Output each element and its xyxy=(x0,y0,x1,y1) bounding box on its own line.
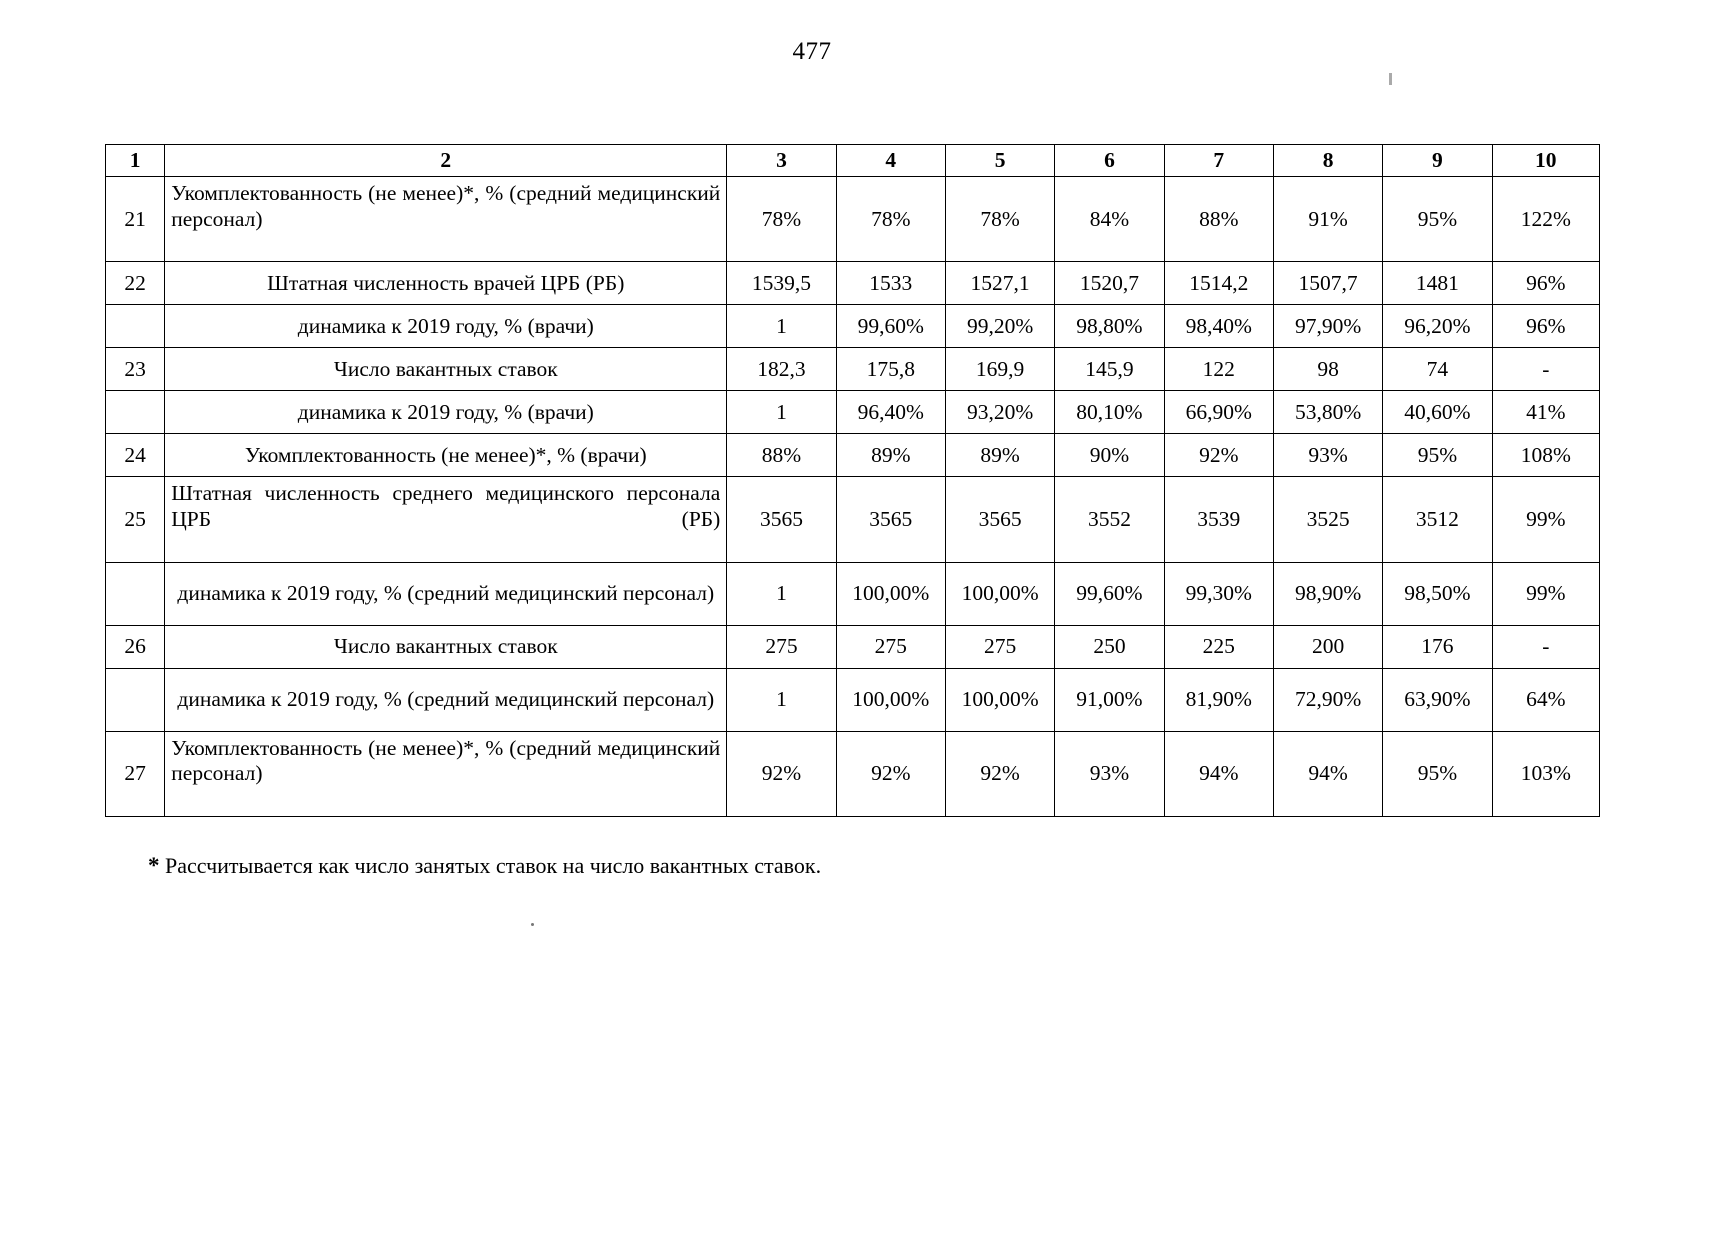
row-cell: 94% xyxy=(1164,731,1273,816)
column-header: 10 xyxy=(1492,145,1599,177)
row-cell: 145,9 xyxy=(1055,348,1164,391)
row-cell: 95% xyxy=(1383,434,1492,477)
row-cell: 96% xyxy=(1492,305,1599,348)
column-header: 5 xyxy=(945,145,1054,177)
row-cell: 99,60% xyxy=(836,305,945,348)
row-cell: 96% xyxy=(1492,262,1599,305)
table-row xyxy=(106,391,1600,434)
column-header: 1 xyxy=(106,145,165,177)
page-number: 477 xyxy=(792,38,832,65)
row-cell: 80,10% xyxy=(1055,391,1164,434)
row-label: Укомплектованность (не менее)*, % (врачи) xyxy=(165,434,727,477)
row-cell: 99% xyxy=(1492,477,1599,562)
table-footnote xyxy=(148,853,1714,879)
row-cell: 175,8 xyxy=(836,348,945,391)
row-cell: 74 xyxy=(1383,348,1492,391)
row-cell: 3539 xyxy=(1164,477,1273,562)
table-row xyxy=(106,434,1600,477)
row-cell: 94% xyxy=(1273,731,1382,816)
row-cell: 250 xyxy=(1055,625,1164,668)
scan-artifact-dot xyxy=(531,923,534,926)
table-header-row xyxy=(106,145,1600,177)
row-cell: 93% xyxy=(1055,731,1164,816)
row-cell: 3512 xyxy=(1383,477,1492,562)
row-cell: 103% xyxy=(1492,731,1599,816)
row-cell: 3565 xyxy=(836,477,945,562)
row-cell: 122% xyxy=(1492,177,1599,262)
row-cell: 3565 xyxy=(945,477,1054,562)
row-cell: 92% xyxy=(1164,434,1273,477)
row-cell: 182,3 xyxy=(727,348,836,391)
table-row xyxy=(106,731,1600,816)
row-number xyxy=(106,391,165,434)
row-cell: 95% xyxy=(1383,177,1492,262)
row-cell: 88% xyxy=(1164,177,1273,262)
row-label: Число вакантных ставок xyxy=(165,348,727,391)
row-cell: 92% xyxy=(727,731,836,816)
row-cell: - xyxy=(1492,625,1599,668)
row-cell: 98 xyxy=(1273,348,1382,391)
row-cell: 72,90% xyxy=(1273,668,1382,731)
column-header: 6 xyxy=(1055,145,1164,177)
row-cell: 92% xyxy=(836,731,945,816)
row-cell: 99,60% xyxy=(1055,562,1164,625)
row-cell: 98,80% xyxy=(1055,305,1164,348)
table-row xyxy=(106,177,1600,262)
row-label: динамика к 2019 году, % (средний медицинский персонал) xyxy=(165,668,727,731)
row-number xyxy=(106,305,165,348)
row-cell: 78% xyxy=(945,177,1054,262)
row-label: Штатная численность среднего медицинского персонала ЦРБ (РБ) xyxy=(165,477,727,562)
row-cell: 84% xyxy=(1055,177,1164,262)
row-cell: 1520,7 xyxy=(1055,262,1164,305)
row-label: динамика к 2019 году, % (врачи) xyxy=(165,391,727,434)
row-cell: 88% xyxy=(727,434,836,477)
row-cell: 53,80% xyxy=(1273,391,1382,434)
row-cell: 91% xyxy=(1273,177,1382,262)
row-cell: 1539,5 xyxy=(727,262,836,305)
row-cell: 1 xyxy=(727,391,836,434)
row-number: 24 xyxy=(106,434,165,477)
row-cell: 3525 xyxy=(1273,477,1382,562)
table-row xyxy=(106,668,1600,731)
row-cell: 100,00% xyxy=(836,668,945,731)
row-cell: 169,9 xyxy=(945,348,1054,391)
row-cell: 93% xyxy=(1273,434,1382,477)
table-row xyxy=(106,562,1600,625)
row-number: 23 xyxy=(106,348,165,391)
table-row xyxy=(106,625,1600,668)
row-number xyxy=(106,668,165,731)
row-cell: 3552 xyxy=(1055,477,1164,562)
row-cell: 200 xyxy=(1273,625,1382,668)
row-cell: 1507,7 xyxy=(1273,262,1382,305)
row-cell: - xyxy=(1492,348,1599,391)
column-header: 8 xyxy=(1273,145,1382,177)
row-cell: 95% xyxy=(1383,731,1492,816)
row-number: 27 xyxy=(106,731,165,816)
row-label: динамика к 2019 году, % (врачи) xyxy=(165,305,727,348)
row-cell: 97,90% xyxy=(1273,305,1382,348)
row-cell: 1527,1 xyxy=(945,262,1054,305)
row-cell: 98,50% xyxy=(1383,562,1492,625)
row-cell: 99% xyxy=(1492,562,1599,625)
row-label: Штатная численность врачей ЦРБ (РБ) xyxy=(165,262,727,305)
table-row xyxy=(106,477,1600,562)
row-cell: 64% xyxy=(1492,668,1599,731)
row-cell: 98,90% xyxy=(1273,562,1382,625)
row-label: динамика к 2019 году, % (средний медицинский персонал) xyxy=(165,562,727,625)
row-label: Укомплектованность (не менее)*, % (средний медицинский персонал) xyxy=(165,177,727,262)
row-cell: 1514,2 xyxy=(1164,262,1273,305)
row-cell: 66,90% xyxy=(1164,391,1273,434)
table-row xyxy=(106,305,1600,348)
row-cell: 93,20% xyxy=(945,391,1054,434)
row-cell: 176 xyxy=(1383,625,1492,668)
row-cell: 40,60% xyxy=(1383,391,1492,434)
row-cell: 98,40% xyxy=(1164,305,1273,348)
footnote-text: Рассчитывается как число занятых ставок на число вакантных ставок. xyxy=(159,852,822,878)
column-header: 9 xyxy=(1383,145,1492,177)
row-cell: 92% xyxy=(945,731,1054,816)
column-header: 7 xyxy=(1164,145,1273,177)
row-cell: 99,30% xyxy=(1164,562,1273,625)
row-cell: 100,00% xyxy=(836,562,945,625)
row-number: 25 xyxy=(106,477,165,562)
staffing-table xyxy=(105,144,1600,817)
column-header: 4 xyxy=(836,145,945,177)
row-cell: 275 xyxy=(945,625,1054,668)
row-cell: 108% xyxy=(1492,434,1599,477)
row-cell: 96,20% xyxy=(1383,305,1492,348)
row-cell: 89% xyxy=(945,434,1054,477)
row-number: 21 xyxy=(106,177,165,262)
staffing-table-container xyxy=(105,144,1600,817)
footnote-asterisk: * xyxy=(148,852,160,878)
row-cell: 41% xyxy=(1492,391,1599,434)
row-cell: 78% xyxy=(836,177,945,262)
row-cell: 1481 xyxy=(1383,262,1492,305)
row-cell: 96,40% xyxy=(836,391,945,434)
row-cell: 275 xyxy=(836,625,945,668)
row-cell: 100,00% xyxy=(945,562,1054,625)
row-cell: 1 xyxy=(727,562,836,625)
scan-artifact-mark xyxy=(1389,73,1392,85)
row-cell: 275 xyxy=(727,625,836,668)
row-label: Число вакантных ставок xyxy=(165,625,727,668)
row-cell: 91,00% xyxy=(1055,668,1164,731)
row-cell: 90% xyxy=(1055,434,1164,477)
row-cell: 1533 xyxy=(836,262,945,305)
column-header: 3 xyxy=(727,145,836,177)
row-cell: 81,90% xyxy=(1164,668,1273,731)
row-cell: 100,00% xyxy=(945,668,1054,731)
row-cell: 122 xyxy=(1164,348,1273,391)
row-cell: 3565 xyxy=(727,477,836,562)
table-row xyxy=(106,262,1600,305)
column-header: 2 xyxy=(165,145,727,177)
row-number xyxy=(106,562,165,625)
row-cell: 63,90% xyxy=(1383,668,1492,731)
row-number: 26 xyxy=(106,625,165,668)
table-row xyxy=(106,348,1600,391)
row-number: 22 xyxy=(106,262,165,305)
row-cell: 99,20% xyxy=(945,305,1054,348)
row-cell: 78% xyxy=(727,177,836,262)
row-cell: 225 xyxy=(1164,625,1273,668)
document-page xyxy=(0,38,1714,1238)
row-cell: 1 xyxy=(727,668,836,731)
row-label: Укомплектованность (не менее)*, % (средний медицинский персонал) xyxy=(165,731,727,816)
row-cell: 1 xyxy=(727,305,836,348)
row-cell: 89% xyxy=(836,434,945,477)
